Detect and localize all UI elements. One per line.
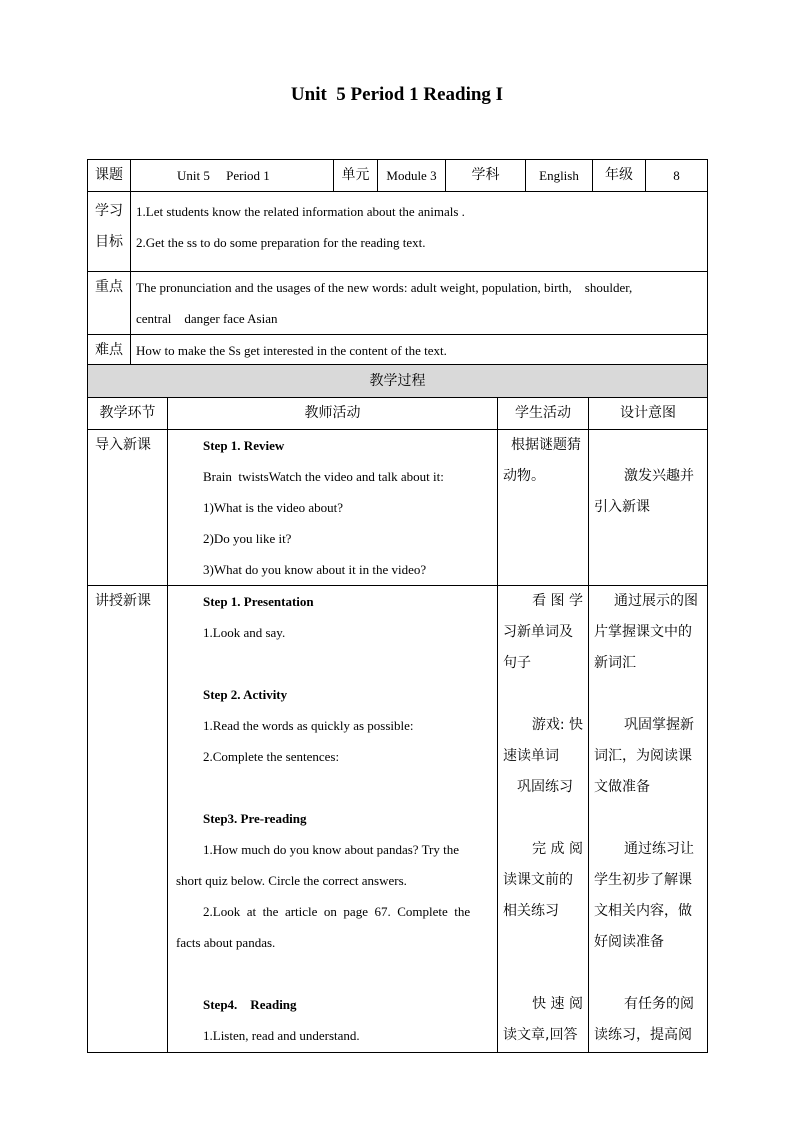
new-student-activity: 看 图 学 习新单词及 句子 游戏: 快 速读单词 巩固练习 完 成 阅 读课文前的 相关练习 快 速 阅 读文章,回答 — [498, 586, 589, 1053]
stage-intro: 导入新课 — [88, 430, 168, 586]
grade-label: 年级 — [593, 160, 646, 192]
section-title: 教学过程 — [88, 365, 708, 398]
header-stage: 教学环节 — [88, 398, 168, 430]
activity-line: Brain twistsWatch the video and talk about it: — [203, 469, 444, 484]
header-intent: 设计意图 — [589, 398, 708, 430]
header-student: 学生活动 — [498, 398, 589, 430]
subject-value: English — [526, 160, 593, 192]
intro-teacher-activity — [168, 430, 498, 586]
step-heading: Step 2. Activity — [203, 687, 288, 702]
step-heading: Step 1. Review — [203, 438, 285, 453]
objective-item: 2.Get the ss to do some preparation for the reading text. — [136, 235, 426, 250]
activity-line: short quiz below. Circle the correct answers. — [176, 873, 407, 888]
step-heading: Step 1. Presentation — [203, 594, 314, 609]
activity-line: 1.Listen, read and understand. — [203, 1028, 360, 1043]
keypoints-value: The pronunciation and the usages of the new words: adult weight, population, birth, shoulder, central danger face Asian — [131, 272, 708, 335]
activity-line: 2.Look at the article on page 67. Complete the — [203, 904, 471, 919]
lesson-info-table — [87, 159, 708, 367]
step-heading: Step3. Pre-reading — [203, 811, 307, 826]
topic-label: 课题 — [88, 160, 131, 192]
activity-line: 1.How much do you know about pandas? Try the — [203, 842, 460, 857]
new-intent: 通过展示的图 片掌握课文中的 新词汇 巩固掌握新 词汇，为阅读课 文做准备 通过练习让 学生初步了解课 文相关内容，做 好阅读准备 有任务的阅 读练习，提高阅 — [589, 586, 708, 1053]
activity-line: 1)What is the video about? — [203, 500, 344, 515]
unit-label: 单元 — [334, 160, 378, 192]
activity-line: 1.Read the words as quickly as possible: — [203, 718, 414, 733]
activity-line: facts about pandas. — [176, 935, 276, 950]
keypoints-label: 重点 — [88, 272, 131, 335]
stage-new: 讲授新课 — [88, 586, 168, 1053]
difficulty-value: How to make the Ss get interested in the content of the text. — [131, 335, 708, 367]
grade-value: 8 — [646, 160, 708, 192]
objectives-value — [131, 192, 708, 272]
difficulty-label: 难点 — [88, 335, 131, 367]
subject-label: 学科 — [446, 160, 526, 192]
step-heading: Step4. Reading — [203, 997, 297, 1012]
header-teacher: 教师活动 — [168, 398, 498, 430]
objectives-label: 学习 目标 — [88, 192, 131, 272]
activity-line: 2.Complete the sentences: — [203, 749, 340, 764]
page-title: Unit 5 Period 1 Reading I — [290, 84, 504, 105]
unit-value: Module 3 — [378, 160, 446, 192]
intro-intent: 激发兴趣并 引入新课 — [589, 430, 708, 586]
activity-line: 1.Look and say. — [203, 625, 286, 640]
new-teacher-activity — [168, 586, 498, 1053]
activity-line: 2)Do you like it? — [203, 531, 292, 546]
teaching-process-table — [87, 364, 708, 1053]
intro-student-activity: 根据谜题猜 动物。 — [498, 430, 589, 586]
activity-line: 3)What do you know about it in the video? — [203, 562, 427, 577]
objective-item: 1.Let students know the related information about the animals . — [136, 204, 465, 219]
topic-value: Unit 5 Period 1 — [131, 160, 334, 192]
